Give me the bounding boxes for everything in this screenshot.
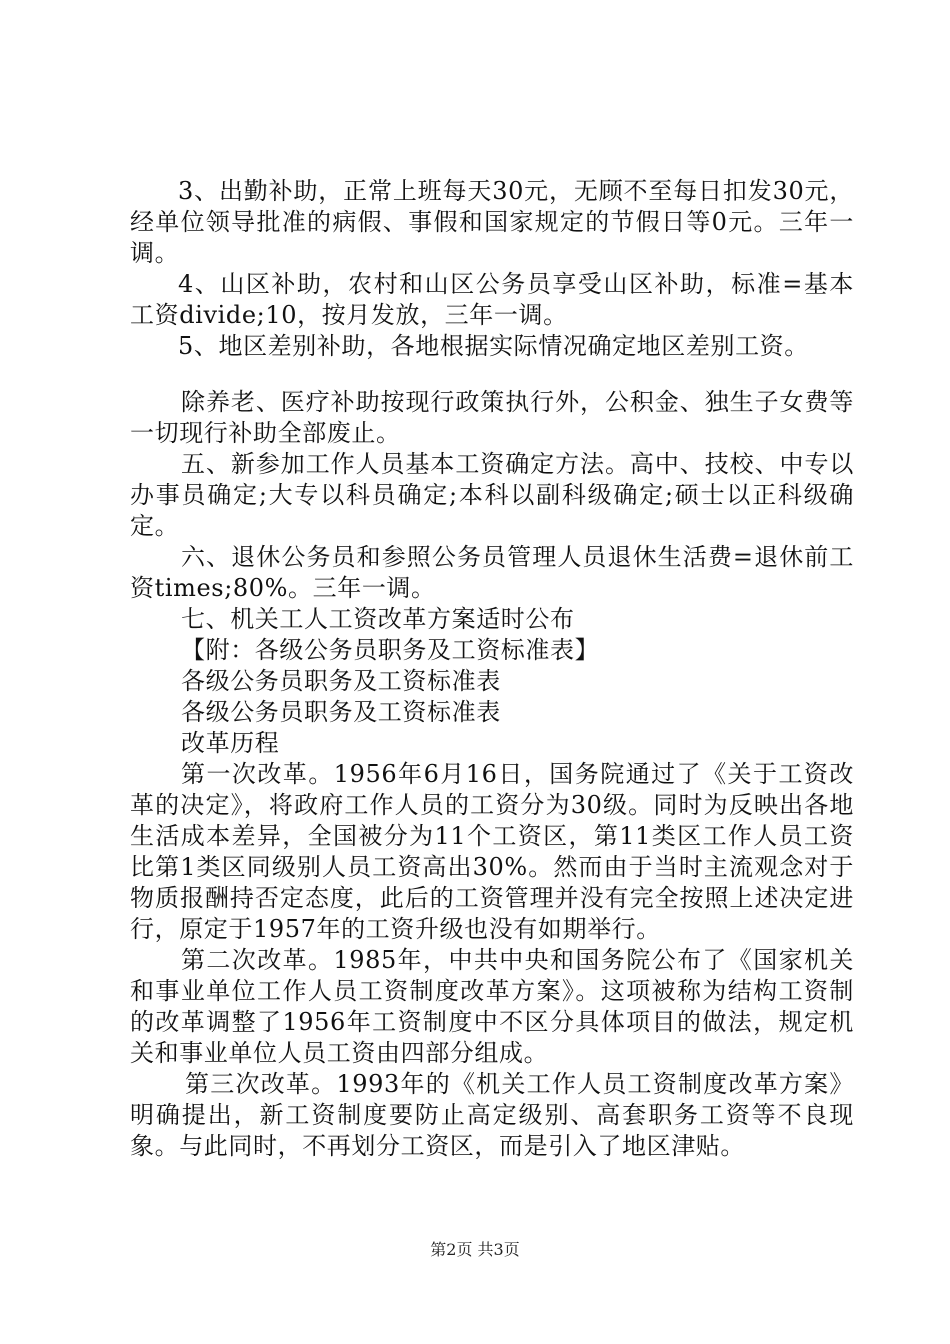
paragraph-appendix-heading: 【附：各级公务员职务及工资标准表】 <box>181 636 600 664</box>
paragraph-workers-reform: 七、机关工人工资改革方案适时公布 <box>181 605 575 633</box>
document-body <box>130 176 854 1162</box>
paragraph-new-staff-salary: 五、新参加工作人员基本工资确定方法。高中、技校、中专以办事员确定;大专以科员确定;本科以副科级确定;硕士以正科级确定。 <box>130 450 854 540</box>
paragraph-table-title-2: 各级公务员职务及工资标准表 <box>181 698 501 726</box>
paragraph-table-title-1: 各级公务员职务及工资标准表 <box>181 667 501 695</box>
paragraph-attendance-subsidy: 3、出勤补助，正常上班每天30元，无顾不至每日扣发30元，经单位领导批准的病假、事假和国家规定的节假日等0元。三年一调。 <box>130 177 854 267</box>
paragraph-retirement: 六、退休公务员和参照公务员管理人员退休生活费=退休前工资times;80%。三年一调。 <box>130 543 854 602</box>
paragraph-other-subsidies: 除养老、医疗补助按现行政策执行外，公积金、独生子女费等一切现行补助全部废止。 <box>130 388 854 447</box>
paragraph-regional-subsidy: 5、地区差别补助，各地根据实际情况确定地区差别工资。 <box>178 332 809 360</box>
paragraph-third-reform: 第三次改革。1993年的《机关工作人员工资制度改革方案》明确提出，新工资制度要防止高定级别、高套职务工资等不良现象。与此同时，不再划分工资区，而是引入了地区津贴。 <box>130 1070 854 1160</box>
paragraph-mountain-subsidy: 4、山区补助，农村和山区公务员享受山区补助，标准=基本工资divide;10，按月发放，三年一调。 <box>130 270 854 329</box>
paragraph-first-reform: 第一次改革。1956年6月16日，国务院通过了《关于工资改革的决定》，将政府工作人员的工资分为30级。同时为反映出各地生活成本差异，全国被分为11个工资区，第11类区工作人员工资比第1类区同级别人员工资高出30%。然而由于当时主流观念对于物质报酬持否定态度，此后的工资管理并没有完全按照上述决定进行，原定于1957年的工资升级也没有如期举行。 <box>130 760 854 943</box>
paragraph-second-reform: 第二次改革。1985年，中共中央和国务院公布了《国家机关和事业单位工作人员工资制度改革方案》。这项被称为结构工资制的改革调整了1956年工资制度中不区分具体项目的做法，规定机关和事业单位人员工资由四部分组成。 <box>130 946 854 1067</box>
page-number-footer: 第2页 共3页 <box>430 1240 520 1259</box>
paragraph-reform-history-heading: 改革历程 <box>181 729 280 757</box>
